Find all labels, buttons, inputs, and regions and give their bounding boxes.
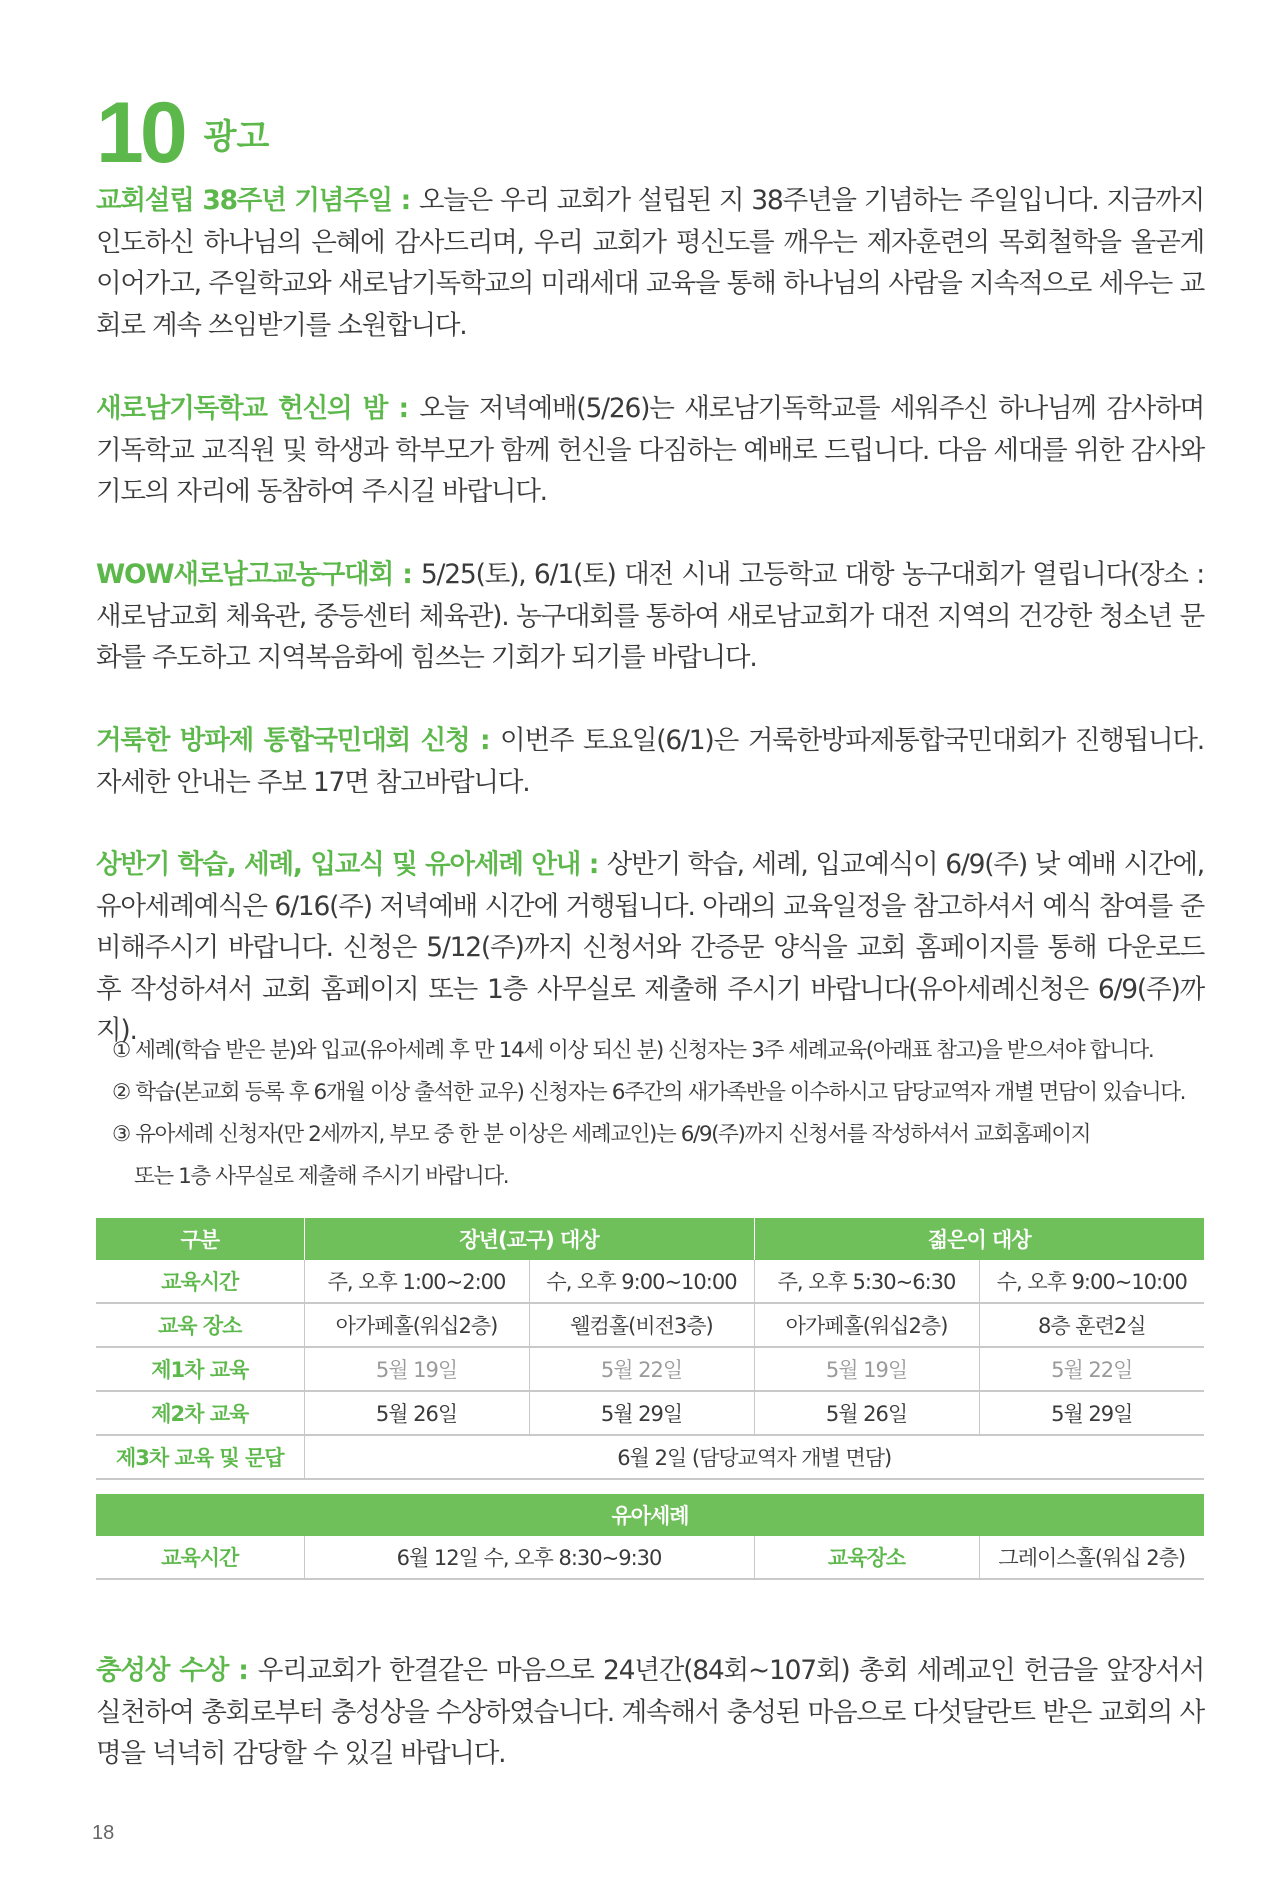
table-cell: 수, 오후 9:00~10:00 bbox=[979, 1260, 1204, 1303]
section-number: 10 bbox=[96, 85, 184, 181]
table-row bbox=[96, 1536, 1204, 1579]
header-adult: 장년(교구) 대상 bbox=[304, 1218, 754, 1260]
table-header-row bbox=[96, 1494, 1204, 1536]
announcement-dedication-night bbox=[96, 388, 1204, 513]
announcement-title: 상반기 학습, 세례, 입교식 및 유아세례 안내 : bbox=[96, 849, 607, 880]
note-item-continued: 또는 1층 사무실로 제출해 주시기 바랍니다. bbox=[134, 1164, 509, 1189]
table-row bbox=[96, 1391, 1204, 1435]
infant-baptism-table bbox=[96, 1494, 1204, 1580]
announcement-award bbox=[96, 1650, 1204, 1775]
education-schedule-table bbox=[96, 1218, 1204, 1480]
note-item: ② 학습(본교회 등록 후 6개월 이상 출석한 교우) 신청자는 6주간의 새가족반을 이수하시고 담당교역자 개별 면담이 있습니다. bbox=[112, 1080, 1186, 1105]
row-label: 교육 장소 bbox=[96, 1303, 304, 1347]
table-cell: 그레이스홀(워십 2층) bbox=[979, 1536, 1204, 1579]
section-title: 광고 bbox=[203, 117, 270, 157]
announcement-title: 충성상 수상 : bbox=[96, 1655, 258, 1686]
announcement-body: 우리교회가 한결같은 마음으로 24년간(84회~107회) 총회 세례교인 헌금을 앞장서서 실천하여 총회로부터 충성상을 수상하였습니다. 계속해서 충성된 마음으로 다섯달란트 받은 교회의 사명을 넉넉히 감당할 수 있길 바랍니다. bbox=[96, 1655, 1204, 1769]
row-label: 제3차 교육 및 문답 bbox=[96, 1435, 304, 1479]
announcement-title: WOW새로남고교농구대회 : bbox=[96, 559, 421, 590]
table-cell: 아가페홀(워십2층) bbox=[304, 1303, 529, 1347]
table-cell: 수, 오후 9:00~10:00 bbox=[529, 1260, 754, 1303]
baptism-notes bbox=[112, 1030, 1212, 1198]
table-cell: 주, 오후 5:30~6:30 bbox=[754, 1260, 979, 1303]
page-number: 18 bbox=[92, 1822, 115, 1844]
note-item: ① 세례(학습 받은 분)와 입교(유아세례 후 만 14세 이상 되신 분) 신청자는 3주 세례교육(아래표 참고)을 받으셔야 합니다. bbox=[112, 1038, 1154, 1063]
table-cell: 5월 26일 bbox=[754, 1391, 979, 1435]
announcement-body: 5/25(토), 6/1(토) 대전 시내 고등학교 대항 농구대회가 열립니다(장소 : 새로남교회 체육관, 중등센터 체육관). 농구대회를 통하여 새로남교회가 대전 지역의 건강한 청소년 문화를 주도하고 지역복음화에 힘쓰는 기회가 되기를 바랍니다. bbox=[96, 559, 1204, 673]
row-label: 교육장소 bbox=[754, 1536, 979, 1579]
table-row bbox=[96, 1347, 1204, 1391]
note-item: ③ 유아세례 신청자(만 2세까지, 부모 중 한 분 이상은 세례교인)는 6/9(주)까지 신청서를 작성하셔서 교회홈페이지 bbox=[112, 1122, 1091, 1147]
announcement-body: 오늘은 우리 교회가 설립된 지 38주년을 기념하는 주일입니다. 지금까지 인도하신 하나님의 은혜에 감사드리며, 우리 교회가 평신도를 깨우는 제자훈련의 목회철학을 올곧게 이어가고, 주일학교와 새로남기독학교의 미래세대 교육을 통해 하나님의 사람을 지속적으로 세우는 교회로 계속 쓰임받기를 소원합니다. bbox=[96, 185, 1204, 341]
table-cell: 8층 훈련2실 bbox=[979, 1303, 1204, 1347]
announcement-basketball bbox=[96, 554, 1204, 679]
table-cell: 5월 29일 bbox=[529, 1391, 754, 1435]
announcement-body: 상반기 학습, 세례, 입교예식이 6/9(주) 낮 예배 시간에, 유아세례예식은 6/16(주) 저녁예배 시간에 거행됩니다. 아래의 교육일정을 참고하셔서 예식 참여를 준비해주시기 바랍니다. 신청은 5/12(주)까지 신청서와 간증문 양식을 교회 홈페이지를 통해 다운로드 후 작성하셔서 교회 홈페이지 또는 1층 사무실로 제출해 주시기 바랍니다(유아세례신청은 6/9(주)까지). bbox=[96, 849, 1204, 1046]
table-cell: 5월 19일 bbox=[304, 1347, 529, 1391]
announcement-baptism bbox=[96, 844, 1204, 1052]
table-header-row bbox=[96, 1218, 1204, 1260]
announcement-body: 오늘 저녁예배(5/26)는 새로남기독학교를 세워주신 하나님께 감사하며 기독학교 교직원 및 학생과 학부모가 함께 헌신을 다짐하는 예배로 드립니다. 다음 세대를 위한 감사와 기도의 자리에 동참하여 주시길 바랍니다. bbox=[96, 393, 1204, 507]
table-cell: 아가페홀(워십2층) bbox=[754, 1303, 979, 1347]
table-row bbox=[96, 1260, 1204, 1303]
table-cell: 6월 2일 (담당교역자 개별 면담) bbox=[304, 1435, 1204, 1479]
table-cell: 5월 26일 bbox=[304, 1391, 529, 1435]
announcement-body: 이번주 토요일(6/1)은 거룩한방파제통합국민대회가 진행됩니다. 자세한 안내는 주보 17면 참고바랍니다. bbox=[96, 725, 1204, 798]
table-row bbox=[96, 1435, 1204, 1479]
table-cell: 주, 오후 1:00~2:00 bbox=[304, 1260, 529, 1303]
row-label: 교육시간 bbox=[96, 1260, 304, 1303]
announcement-title: 새로남기독학교 헌신의 밤 : bbox=[96, 393, 420, 424]
table-cell: 5월 19일 bbox=[754, 1347, 979, 1391]
announcement-title: 교회설립 38주년 기념주일 : bbox=[96, 185, 419, 216]
announcement-anniversary bbox=[96, 180, 1204, 346]
header-category: 구분 bbox=[96, 1218, 304, 1260]
table-cell: 5월 22일 bbox=[979, 1347, 1204, 1391]
section-header bbox=[96, 85, 270, 181]
announcement-rally bbox=[96, 720, 1204, 803]
table-cell: 5월 29일 bbox=[979, 1391, 1204, 1435]
table-cell: 5월 22일 bbox=[529, 1347, 754, 1391]
row-label: 제1차 교육 bbox=[96, 1347, 304, 1391]
table-cell: 6월 12일 수, 오후 8:30~9:30 bbox=[304, 1536, 754, 1579]
row-label: 교육시간 bbox=[96, 1536, 304, 1579]
announcement-title: 거룩한 방파제 통합국민대회 신청 : bbox=[96, 725, 501, 756]
header-infant-baptism: 유아세례 bbox=[96, 1494, 1204, 1536]
table-cell: 웰컴홀(비전3층) bbox=[529, 1303, 754, 1347]
header-youth: 젊은이 대상 bbox=[754, 1218, 1204, 1260]
table-row bbox=[96, 1303, 1204, 1347]
row-label: 제2차 교육 bbox=[96, 1391, 304, 1435]
